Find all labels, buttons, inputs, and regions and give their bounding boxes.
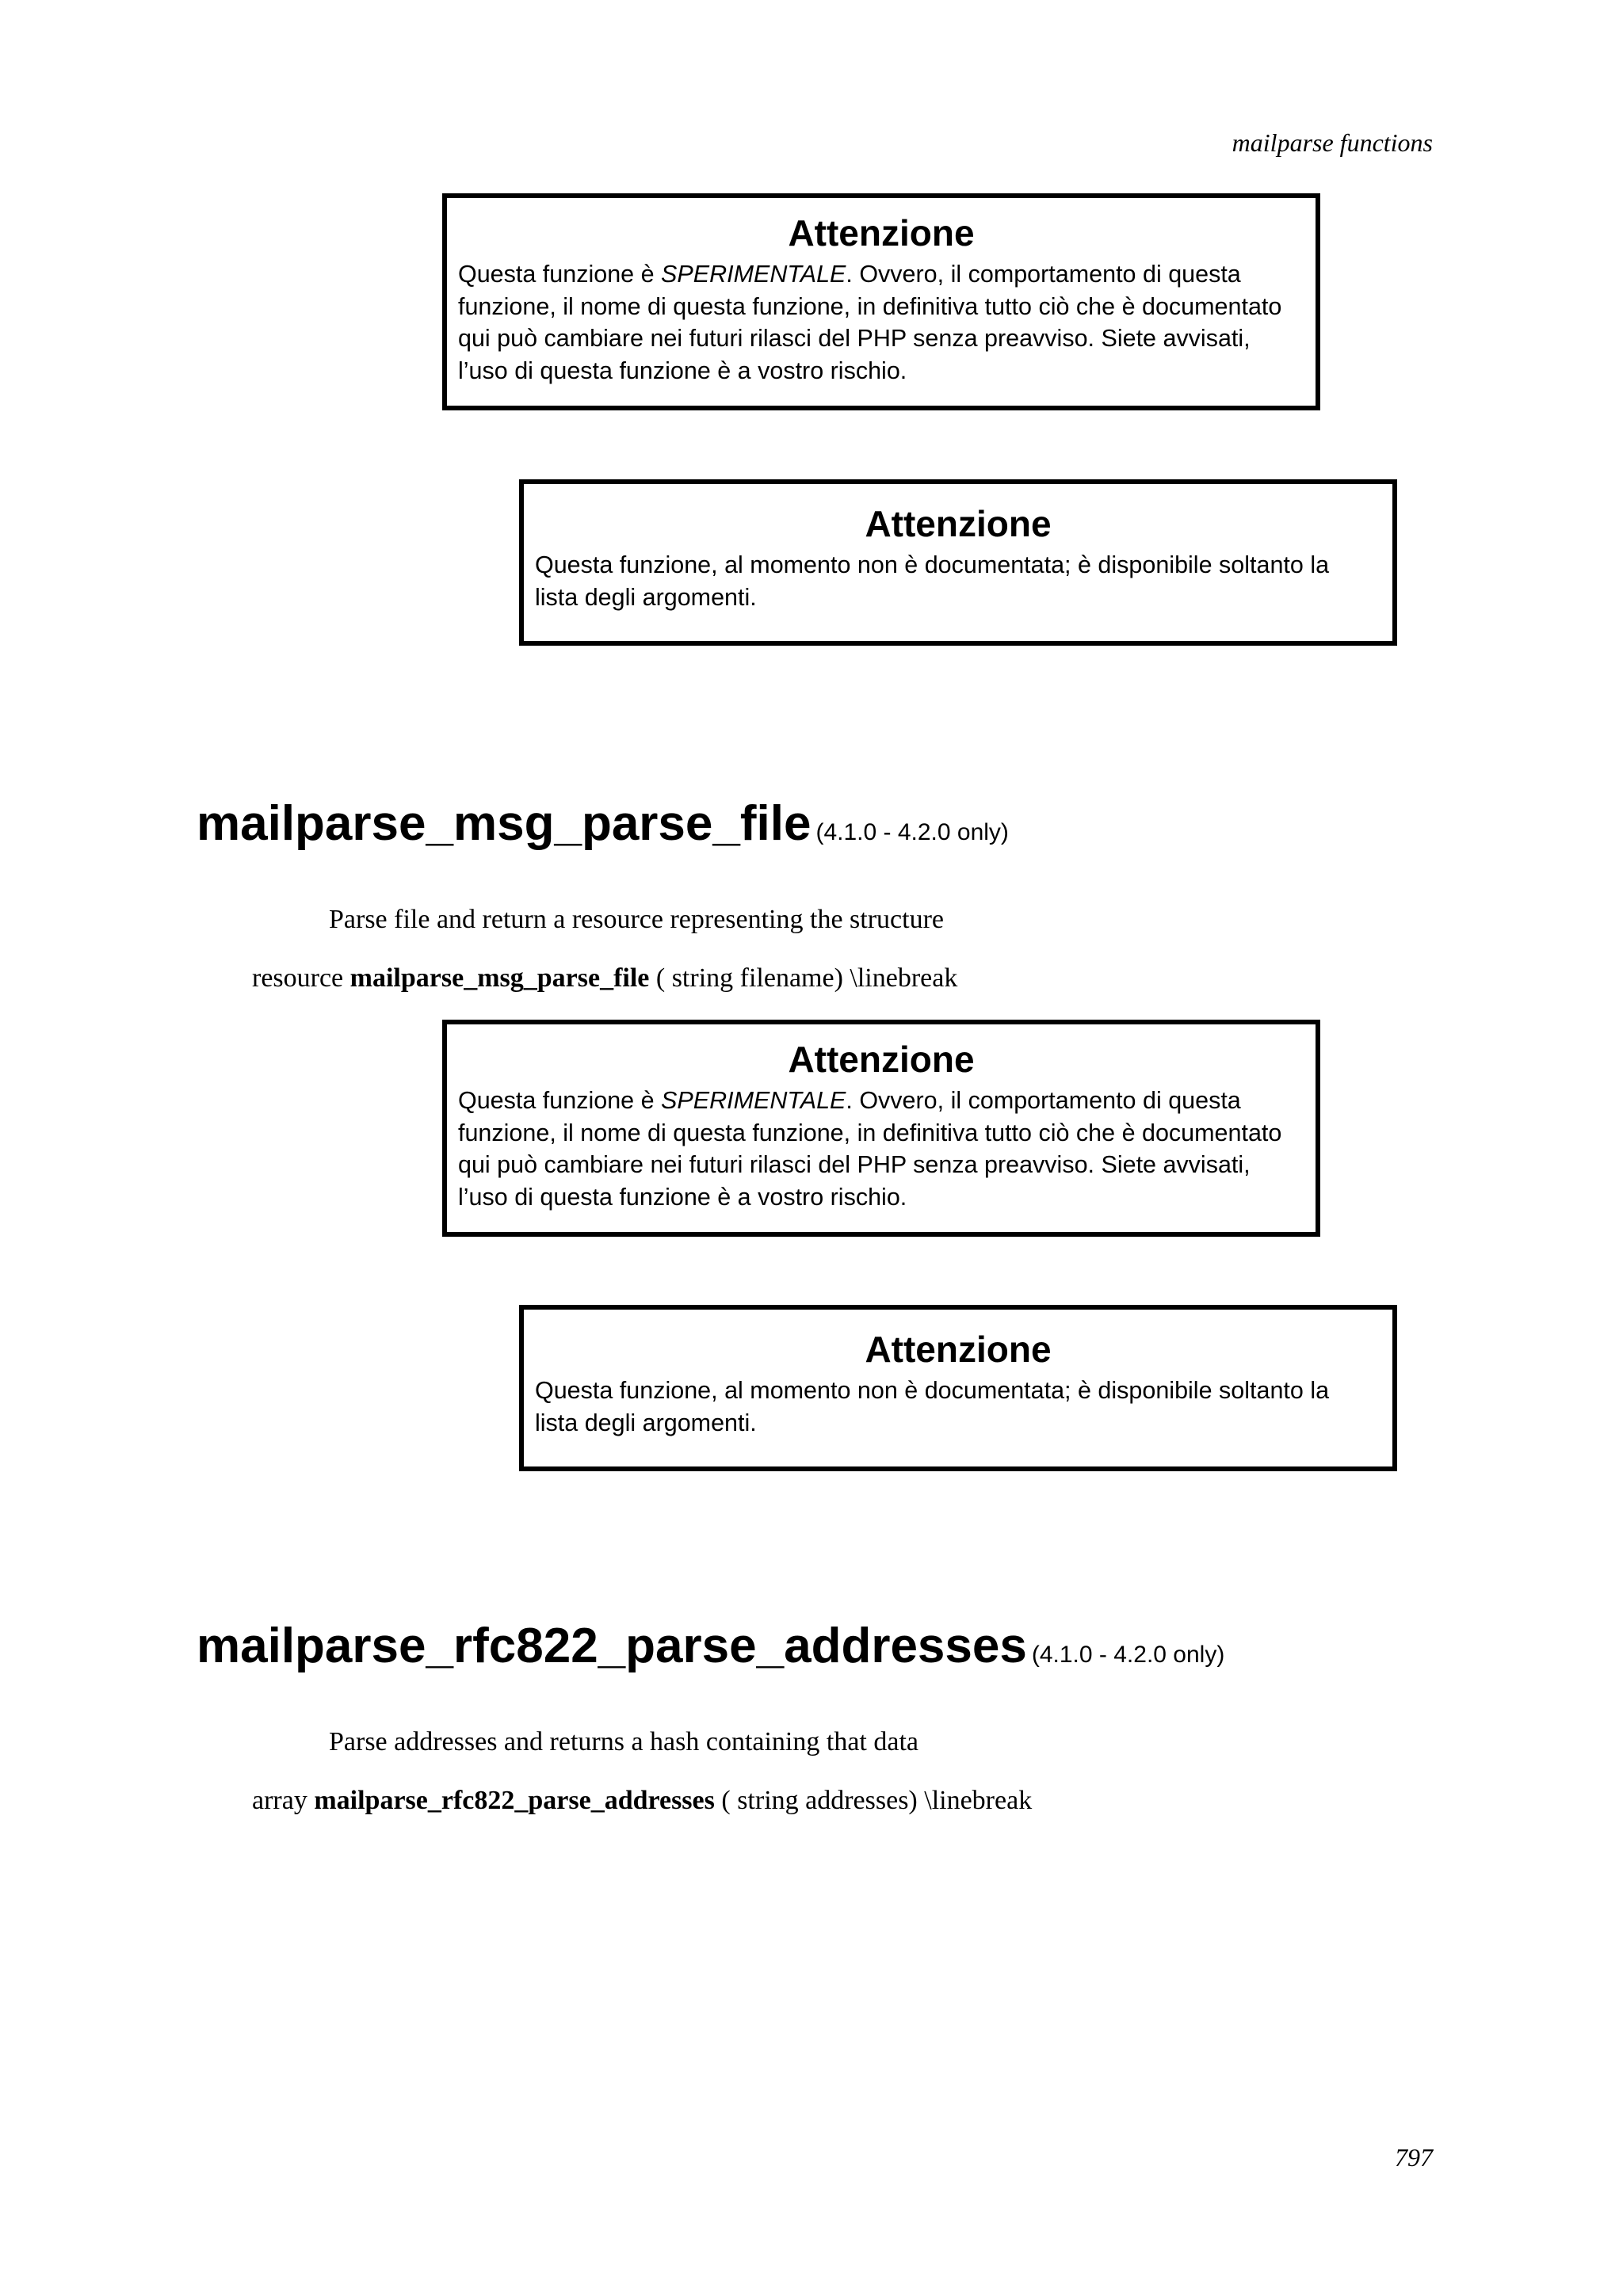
function-name: mailparse_msg_parse_file xyxy=(197,796,812,851)
page-number: 797 xyxy=(1395,2143,1433,2172)
warning-line: funzione, il nome di questa funzione, in definitiva tutto ciò che è documentato xyxy=(458,1119,1282,1146)
warning-title: Attenzione xyxy=(788,1039,975,1080)
warning-body xyxy=(458,1085,1304,1213)
warning-text: . Ovvero, il comportamento di questa xyxy=(846,1087,1241,1114)
warning-text: . Ovvero, il comportamento di questa xyxy=(846,261,1241,288)
warning-experimental-2 xyxy=(442,1020,1320,1237)
warning-line: Questa funzione, al momento non è documentata; è disponibile soltanto la xyxy=(535,551,1330,578)
synopsis-function-name: mailparse_rfc822_parse_addresses xyxy=(314,1786,715,1815)
warning-title: Attenzione xyxy=(865,1329,1052,1370)
synopsis-args: ( string filename) \linebreak xyxy=(649,963,958,993)
warning-body xyxy=(458,258,1304,387)
warning-body xyxy=(535,549,1381,613)
function-heading xyxy=(197,1617,1224,1684)
function-synopsis xyxy=(252,962,957,995)
warning-title: Attenzione xyxy=(865,503,1052,544)
warning-undocumented-1 xyxy=(519,479,1397,646)
warning-title: Attenzione xyxy=(788,212,975,254)
return-type: array xyxy=(252,1786,307,1815)
warning-line: funzione, il nome di questa funzione, in definitiva tutto ciò che è documentato xyxy=(458,292,1282,320)
warning-line: l’uso di questa funzione è a vostro rischio. xyxy=(458,1183,907,1211)
function-purpose: Parse file and return a resource representing the structure xyxy=(329,905,944,934)
function-version: (4.1.0 - 4.2.0 only) xyxy=(815,819,1009,845)
warning-emphasis: SPERIMENTALE xyxy=(661,261,846,288)
function-heading xyxy=(197,795,1009,862)
warning-line: Questa funzione, al momento non è documentata; è disponibile soltanto la xyxy=(535,1377,1330,1404)
warning-line xyxy=(458,1085,1304,1117)
warning-text: Questa funzione è xyxy=(458,1087,662,1114)
warning-line: qui può cambiare nei futuri rilasci del PHP senza preavviso. Siete avvisati, xyxy=(458,1151,1251,1178)
warning-text: Questa funzione è xyxy=(458,261,662,288)
function-version: (4.1.0 - 4.2.0 only) xyxy=(1031,1642,1225,1668)
warning-experimental-1 xyxy=(442,193,1320,410)
warning-body xyxy=(535,1375,1381,1439)
warning-line: l’uso di questa funzione è a vostro rischio. xyxy=(458,357,907,384)
warning-line xyxy=(458,258,1304,291)
function-purpose: Parse addresses and returns a hash containing that data xyxy=(329,1727,918,1756)
warning-line: lista degli argomenti. xyxy=(535,583,757,611)
warning-line: lista degli argomenti. xyxy=(535,1409,757,1436)
warning-emphasis: SPERIMENTALE xyxy=(661,1087,846,1114)
function-synopsis xyxy=(252,1784,1032,1817)
running-header: mailparse functions xyxy=(1232,128,1433,157)
synopsis-args: ( string addresses) \linebreak xyxy=(714,1786,1033,1815)
return-type: resource xyxy=(252,963,344,993)
function-name: mailparse_rfc822_parse_addresses xyxy=(197,1619,1027,1673)
warning-undocumented-2 xyxy=(519,1305,1397,1471)
synopsis-function-name: mailparse_msg_parse_file xyxy=(349,963,650,993)
warning-line: qui può cambiare nei futuri rilasci del PHP senza preavviso. Siete avvisati, xyxy=(458,325,1251,352)
